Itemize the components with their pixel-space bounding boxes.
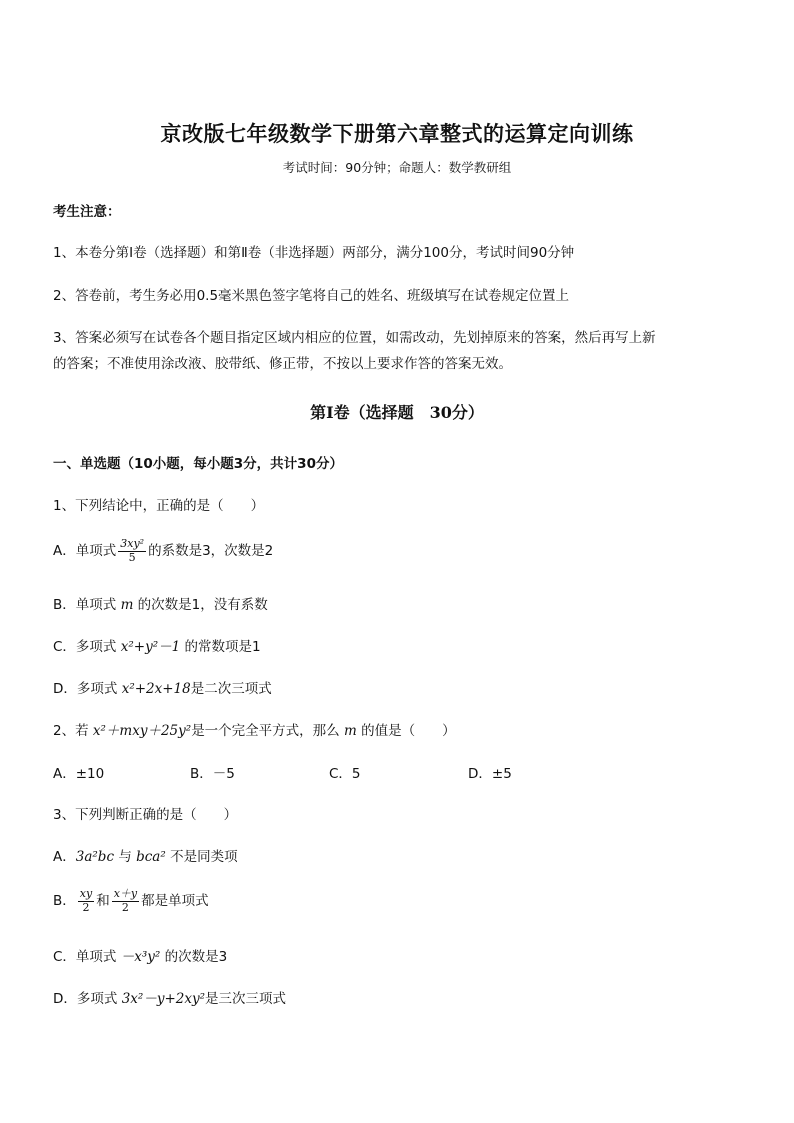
- option-text: A．: [53, 849, 76, 865]
- option-text: 是三次三项式: [205, 991, 286, 1007]
- math-expression: －x³y²: [120, 949, 161, 965]
- option-text: C．单项式: [53, 949, 117, 965]
- option-text: 的次数是1，没有系数: [137, 597, 268, 613]
- math-expression: m: [120, 597, 134, 613]
- option-text: 与: [118, 849, 132, 865]
- option-text: 不是同类项: [170, 849, 238, 865]
- option-text: 是二次三项式: [190, 681, 272, 697]
- option-text: A．单项式: [53, 543, 117, 560]
- fraction-denominator: 5: [128, 550, 136, 564]
- question-1-option-d: [53, 677, 272, 697]
- option-text: 和: [96, 893, 110, 910]
- option-text: B．单项式: [53, 597, 117, 613]
- option-text: C．多项式: [53, 639, 117, 655]
- note-item: 2、答卷前，考生务必用0.5毫米黑色签字笔将自己的姓名、班级填写在试卷规定位置上: [53, 288, 570, 304]
- note-item: 1、本卷分第Ⅰ卷（选择题）和第Ⅱ卷（非选择题）两部分，满分100分，考试时间90分钟: [53, 245, 575, 261]
- page-title: 京改版七年级数学下册第六章整式的运算定向训练: [160, 121, 634, 146]
- math-expression: x²+2x+18: [121, 681, 191, 697]
- fraction-denominator: 2: [121, 900, 129, 914]
- option-text: 的次数是3: [164, 949, 228, 965]
- option-text: 的常数项是1: [184, 639, 261, 655]
- question-3-stem: 3、下列判断正确的是（ ）: [53, 807, 238, 823]
- fraction-numerator: xy: [79, 887, 93, 900]
- math-expression: m: [343, 723, 357, 739]
- option-text: D．多项式: [53, 681, 118, 697]
- math-expression: x²+y²－1: [120, 639, 181, 655]
- fraction: [118, 538, 146, 564]
- fraction: [78, 888, 94, 914]
- question-2-option-a: A．±10: [53, 766, 105, 782]
- stem-text: 2、若: [53, 723, 89, 739]
- question-1-stem: 1、下列结论中，正确的是（ ）: [53, 498, 265, 514]
- fraction-denominator: 2: [82, 900, 90, 914]
- question-2-stem: [53, 719, 456, 739]
- question-2-option-d: D．±5: [468, 766, 512, 782]
- section-title: 第Ⅰ卷（选择题 30分）: [310, 403, 484, 422]
- fraction: [112, 888, 139, 914]
- note-item: 3、答案必须写在试卷各个题目指定区域内相应的位置，如需改动，先划掉原来的答案，然后再写上新: [53, 330, 656, 346]
- option-text: B．: [53, 893, 76, 910]
- math-expression: bca²: [136, 849, 166, 865]
- exam-info: 考试时间：90分钟；命题人：数学教研组: [282, 160, 512, 175]
- question-2-option-c: C．5: [329, 766, 361, 782]
- part-heading: 一、单选题（10小题，每小题3分，共计30分）: [53, 456, 343, 472]
- question-1-option-a: [53, 538, 273, 564]
- question-1-option-b: [53, 593, 268, 613]
- question-3-option-a: [53, 845, 238, 865]
- fraction-numerator: x＋y: [113, 887, 138, 900]
- option-text: D．多项式: [53, 991, 118, 1007]
- fraction-numerator: 3xy²: [120, 537, 145, 550]
- option-text: 都是单项式: [141, 893, 209, 910]
- stem-text: 是一个完全平方式，那么: [191, 723, 340, 739]
- question-3-option-c: [53, 945, 227, 965]
- note-item: 的答案；不准使用涂改液、胶带纸、修正带，不按以上要求作答的答案无效。: [53, 356, 512, 372]
- math-expression: 3x²－y+2xy²: [121, 991, 205, 1007]
- question-1-option-c: [53, 635, 261, 655]
- math-expression: x²＋mxy＋25y²: [92, 723, 192, 739]
- math-expression: 3a²bc: [75, 849, 115, 865]
- question-3-option-b: [53, 888, 209, 914]
- stem-text: 的值是（ ）: [361, 723, 456, 739]
- notes-heading: 考生注意：: [53, 204, 121, 220]
- question-3-option-d: [53, 987, 286, 1007]
- option-text: 的系数是3，次数是2: [148, 543, 274, 560]
- question-2-option-b: B．－5: [190, 766, 235, 782]
